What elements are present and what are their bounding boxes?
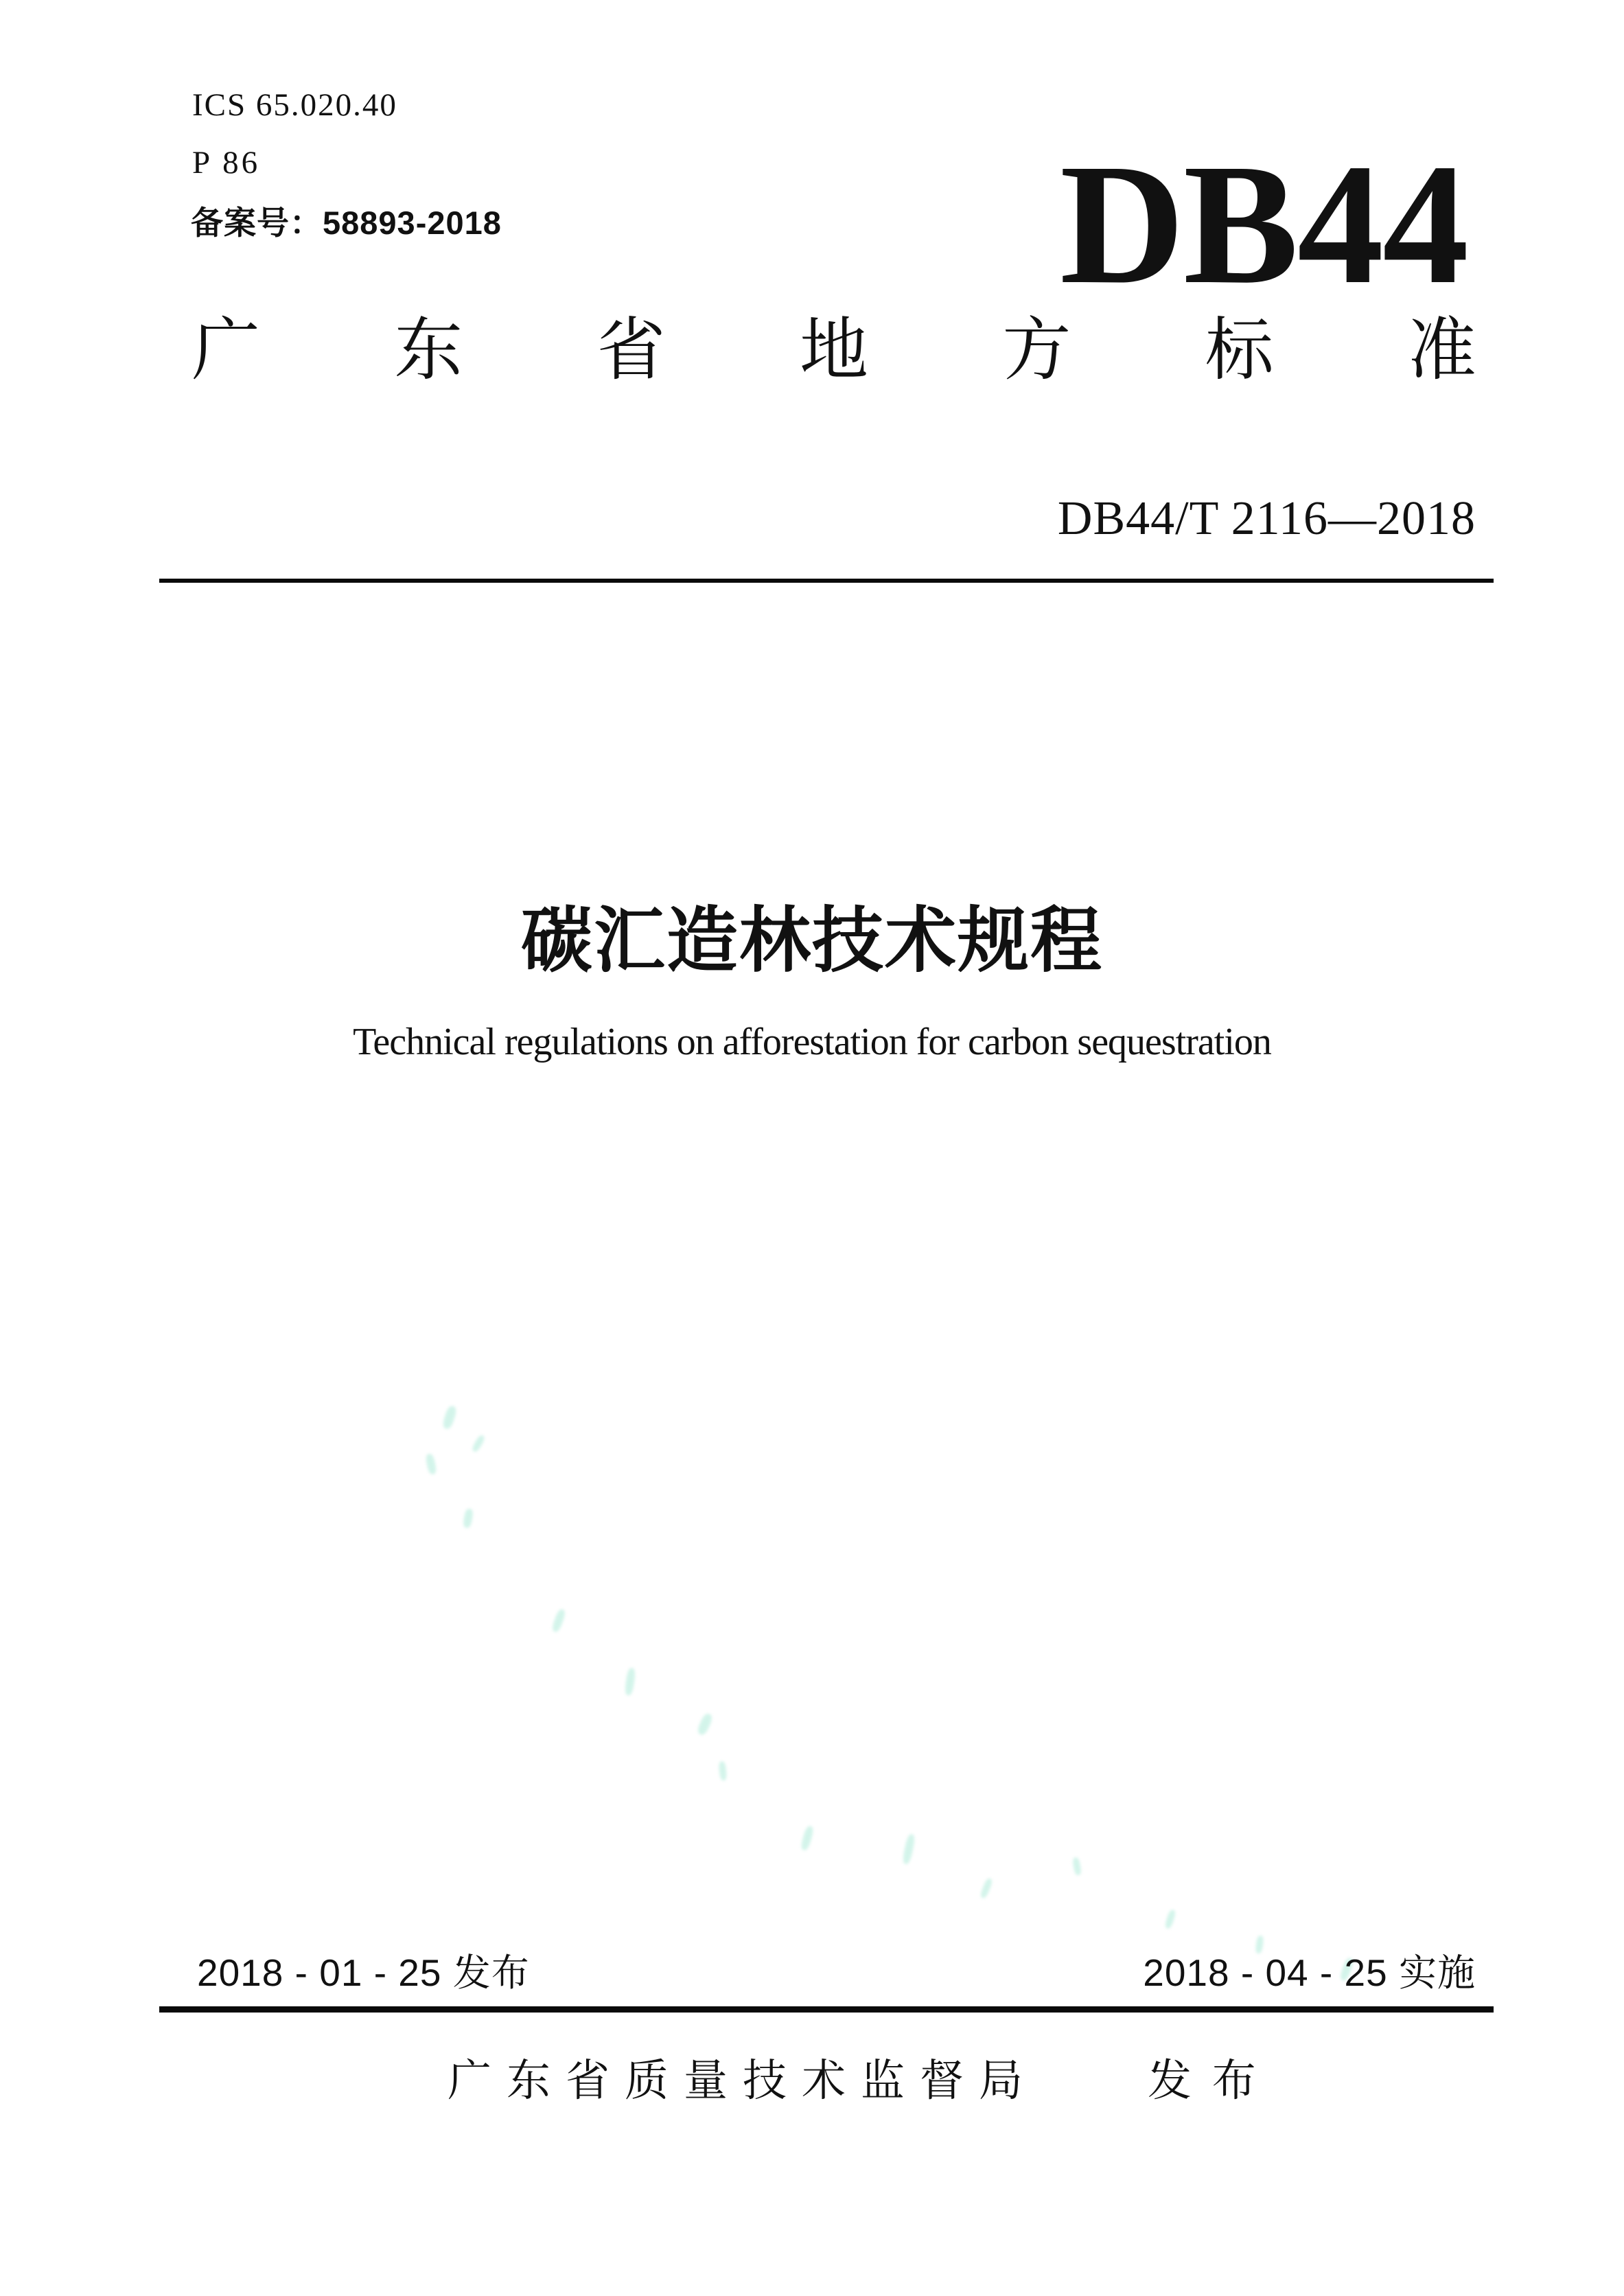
document-title-english: Technical regulations on afforestation for carbon sequestration (353, 1021, 1271, 1063)
issue-label: 发布 (452, 1951, 530, 1994)
db44-logo: DB44 (1059, 128, 1468, 320)
standard-type-char: 标 (1205, 312, 1274, 389)
publisher-name: 广东省质量技术监督局 (448, 2056, 1038, 2105)
document-title-chinese: 碳汇造林技术规程 (520, 901, 1103, 981)
record-number: 备案号：58893-2018 (191, 205, 502, 241)
issue-date-line (197, 1943, 530, 1997)
implement-date-line (1143, 1943, 1476, 1997)
footer-divider-rule (159, 2006, 1494, 2013)
classification-code: P 86 (192, 145, 261, 181)
standard-type-char: 方 (1002, 312, 1071, 389)
implement-label: 实施 (1398, 1951, 1476, 1994)
standard-number: DB44/T 2116—2018 (1057, 492, 1476, 545)
standard-type-char: 省 (596, 312, 666, 389)
standard-type-char: 准 (1407, 312, 1476, 389)
ics-code: ICS 65.020.40 (192, 87, 397, 123)
standard-type-char: 地 (799, 312, 868, 389)
issue-date: 2018 - 01 - 25 (197, 1951, 442, 1994)
standard-type-char: 东 (394, 312, 463, 389)
header-divider-rule (159, 579, 1494, 583)
standard-type-title (192, 312, 1476, 389)
standard-type-char: 广 (192, 312, 260, 389)
implement-date: 2018 - 04 - 25 (1143, 1951, 1388, 1994)
publish-label: 发 布 (1148, 2056, 1260, 2105)
